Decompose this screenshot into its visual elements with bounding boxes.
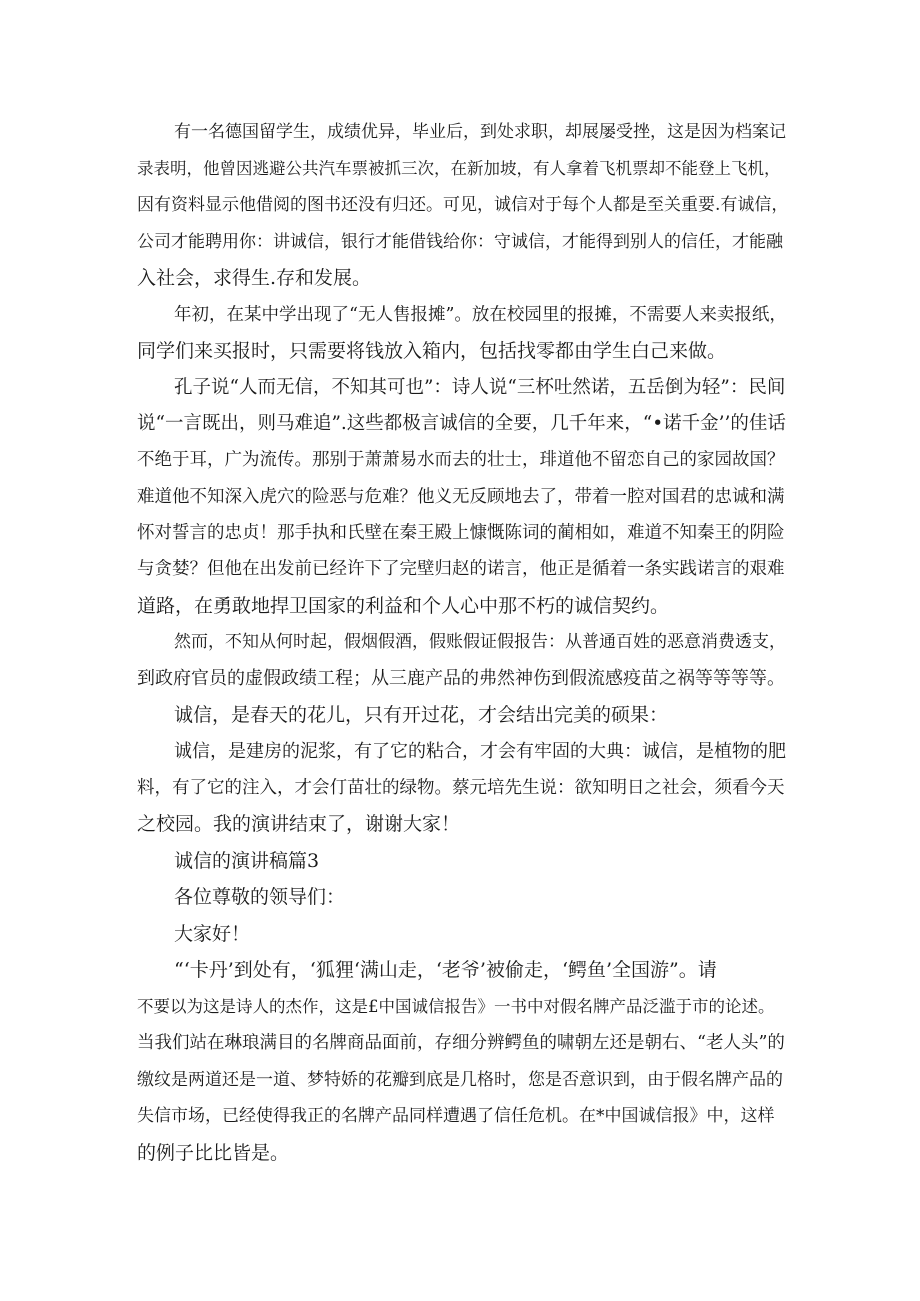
paragraph-line: 录表明，他曾因逃避公共汽车票被抓三次，在新加坡，有人拿着飞机票却不能登上飞机， [137, 159, 781, 178]
paragraph-line: 说“一言既出，则马难追”.这些都极言诚信的全要，几千年来，“•诺千金’’的佳话 [137, 413, 786, 434]
paragraph-line: 的例子比比皆是。 [137, 1142, 290, 1164]
paragraph-line: 之校园。我的演讲结束了，谢谢大家！ [137, 813, 461, 835]
paragraph-line: 料，有了它的注入，才会仃苗壮的绿物。蔡元培先生说：欲知明日之社会，须看今天 [137, 778, 785, 798]
section-heading: 诚信的演讲稿篇3 [174, 850, 320, 872]
paragraph-line: 有一名德国留学生，成绩优异，毕业后，到处求职，却展屡受挫，这是因为档案记 [174, 122, 786, 142]
paragraph-line: 当我们站在琳琅满目的名牌商品面前，存细分辨鳄鱼的啸朝左还是朝右、“老人头”的 [137, 1033, 785, 1053]
paragraph-line: 同学们来买报时，只需要将钱放入箱内，包括找零都由学生白己来做。 [137, 340, 727, 362]
paragraph-line: 诚信，是建房的泥浆，有了它的粘合，才会有牢固的大典：诚信，是植物的肥 [174, 741, 786, 762]
paragraph-line: 失信市场，已经使得我正的名牌产品同样遭遇了信任危机。在*中国诚信报》中，这样 [137, 1106, 775, 1126]
paragraph-line: 孔子说“人而无信，不知其可也”：诗人说“三杯吐然诺，五岳倒为轻”：民间 [174, 377, 786, 398]
paragraph-line: 道路，在勇敢地捍卫国家的利益和个人心中那不朽的诚信契约。 [137, 595, 670, 617]
paragraph-line: 缴纹是两道还是一道、梦特娇的花瓣到底是几格时，您是否意识到，由于假名牌产品的 [137, 1070, 783, 1090]
paragraph-line: 公司才能聘用你：讲诚信，银行才能借钱给你：守诚信，才能得到别人的信任，才能融 [137, 232, 783, 252]
salutation: 各位尊敬的领导们： [174, 886, 346, 908]
paragraph-line: 不绝于耳，广为流传。那别于萧萧易水而去的壮士，琲道他不留恋自己的家园故国？ [137, 450, 785, 470]
paragraph-line: 然而，不知从何时起，假烟假酒，假账假证假报告：从普通百姓的恶意消费透支， [174, 632, 786, 652]
paragraph-line: 年初，在某中学出现了“无人售报摊”。放在校园里的报摊，不需要人来卖报纸， [174, 305, 787, 325]
paragraph-line: 难道他不知深入虎穴的险恶与危难？他义无反顾地去了，带着一腔对国君的忠诚和满 [137, 487, 785, 507]
paragraph-line: 怀对誓言的忠贞！那手执和氏壁在秦王殿上慷慨陈词的蔺相如，难道不知秦王的阴险 [137, 523, 785, 543]
paragraph-line: 到政府官员的虚假政绩工程；从三鹿产品的弗然神伤到假流感疫苗之祸等等等等。 [137, 668, 785, 689]
paragraph-line: 入社会，求得生.存和发展。 [137, 267, 372, 289]
greeting: 大家好！ [174, 923, 251, 945]
paragraph-line: 不要以为这是诗人的杰作，这是£中国诚信报告》一书中对假名牌产品泛滥于市的论述。 [137, 997, 775, 1016]
paragraph-line: 诚信，是春天的花儿，只有开过花，才会结出完美的硕果： [174, 704, 669, 726]
paragraph-line: 与贪婪？但他在出发前已经许下了完壁归赵的诺言，他正是循着一条实践诺言的艰难 [137, 559, 785, 579]
paragraph-line: 因有资料显示他借阅的图书还没有归还。可见，诚信对于每个人都是至关重要.有诚信， [137, 195, 789, 215]
paragraph-line: “‘卡丹’到处有，‘狐狸‘满山走，‘老爷’被偷走，‘鳄鱼’全国游”。请 [174, 959, 717, 981]
